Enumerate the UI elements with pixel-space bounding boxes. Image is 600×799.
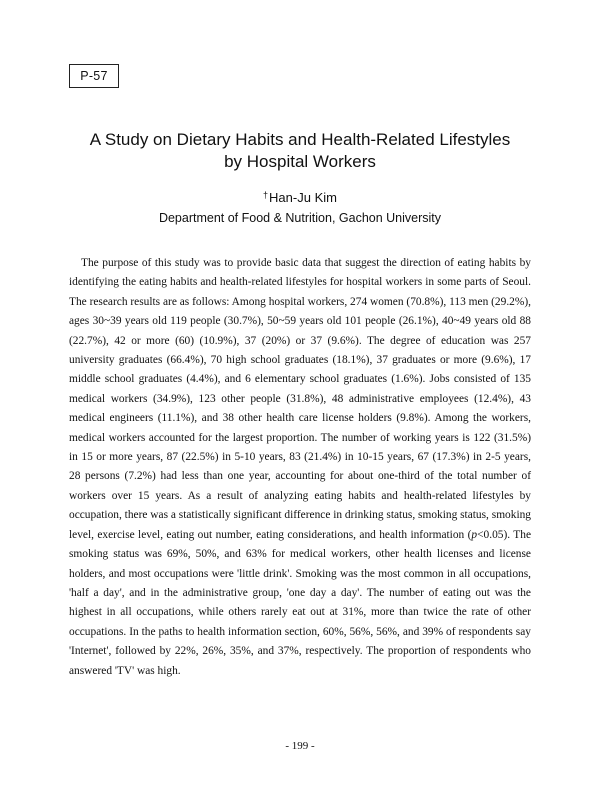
corresponding-author-marker: † bbox=[263, 190, 269, 200]
abstract-text-part-2: <0.05). The smoking status was 69%, 50%, and 63% for medical workers, other health licenses and license holders, and most occupations were 'little drink'. Smoking was the most common in all occupations, 'half a day', and in the administrative group, 'one day a day'. The number of eating out was the highest in all occupations, while others rarely eat out at 31%, more than twice the rate of other occupations. In the paths to health information section, 60%, 56%, 56%, and 39% of respondents say 'Internet', followed by 22%, 26%, 35%, and 37%, respectively. The proportion of respondents who answered 'TV' was high. bbox=[69, 528, 531, 677]
p-value-symbol: p bbox=[471, 528, 478, 541]
author-name: Han-Ju Kim bbox=[269, 190, 337, 205]
abstract-body bbox=[69, 254, 531, 681]
abstract-text-part-1: The purpose of this study was to provide basic data that suggest the direction of eating habits by identifying the eating habits and health-related lifestyles for hospital workers in some parts of Seoul. The research results are as follows: Among hospital workers, 274 women (70.8%), 113 men (29.2%), ages 30~39 years old 119 people (30.7%), 50~59 years old 101 people (26.1%), 40~49 years old 88 (22.7%), 42 or more (60) (10.9%), 37 (20%) or 37 (9.6%). The degree of education was 257 university graduates (66.4%), 70 high school graduates (18.1%), 37 graduates or more (9.6%), 17 middle school graduates (4.4%), and 6 elementary school graduates (1.6%). Jobs consisted of 135 medical workers (34.9%), 123 other people (31.8%), 48 administrative employees (12.4%), 43 medical engineers (11.1%), and 38 other health care license holders (9.8%). Among the workers, medical workers accounted for the largest proportion. The number of working years is 122 (31.5%) in 15 or more years, 87 (22.5%) in 5-10 years, 83 (21.4%) in 10-15 years, 67 (17.3%) in 2-5 years, 28 persons (7.2%) had less than one year, accounting for about one-third of the total number of workers over 15 years. As a result of analyzing eating habits and health-related lifestyles by occupation, there was a statistically significant difference in drinking status, smoking status, smoking level, exercise level, eating out number, eating considerations, and health information ( bbox=[69, 257, 531, 541]
title-line-1: A Study on Dietary Habits and Health-Related Lifestyles bbox=[89, 130, 511, 149]
page-number: - 199 - bbox=[285, 740, 315, 752]
author-affiliation: Department of Food & Nutrition, Gachon University bbox=[158, 211, 442, 225]
title-line-2: by Hospital Workers bbox=[224, 152, 376, 171]
paper-title bbox=[40, 129, 560, 173]
author-line bbox=[0, 187, 600, 206]
poster-id-box: P-57 bbox=[69, 64, 119, 88]
